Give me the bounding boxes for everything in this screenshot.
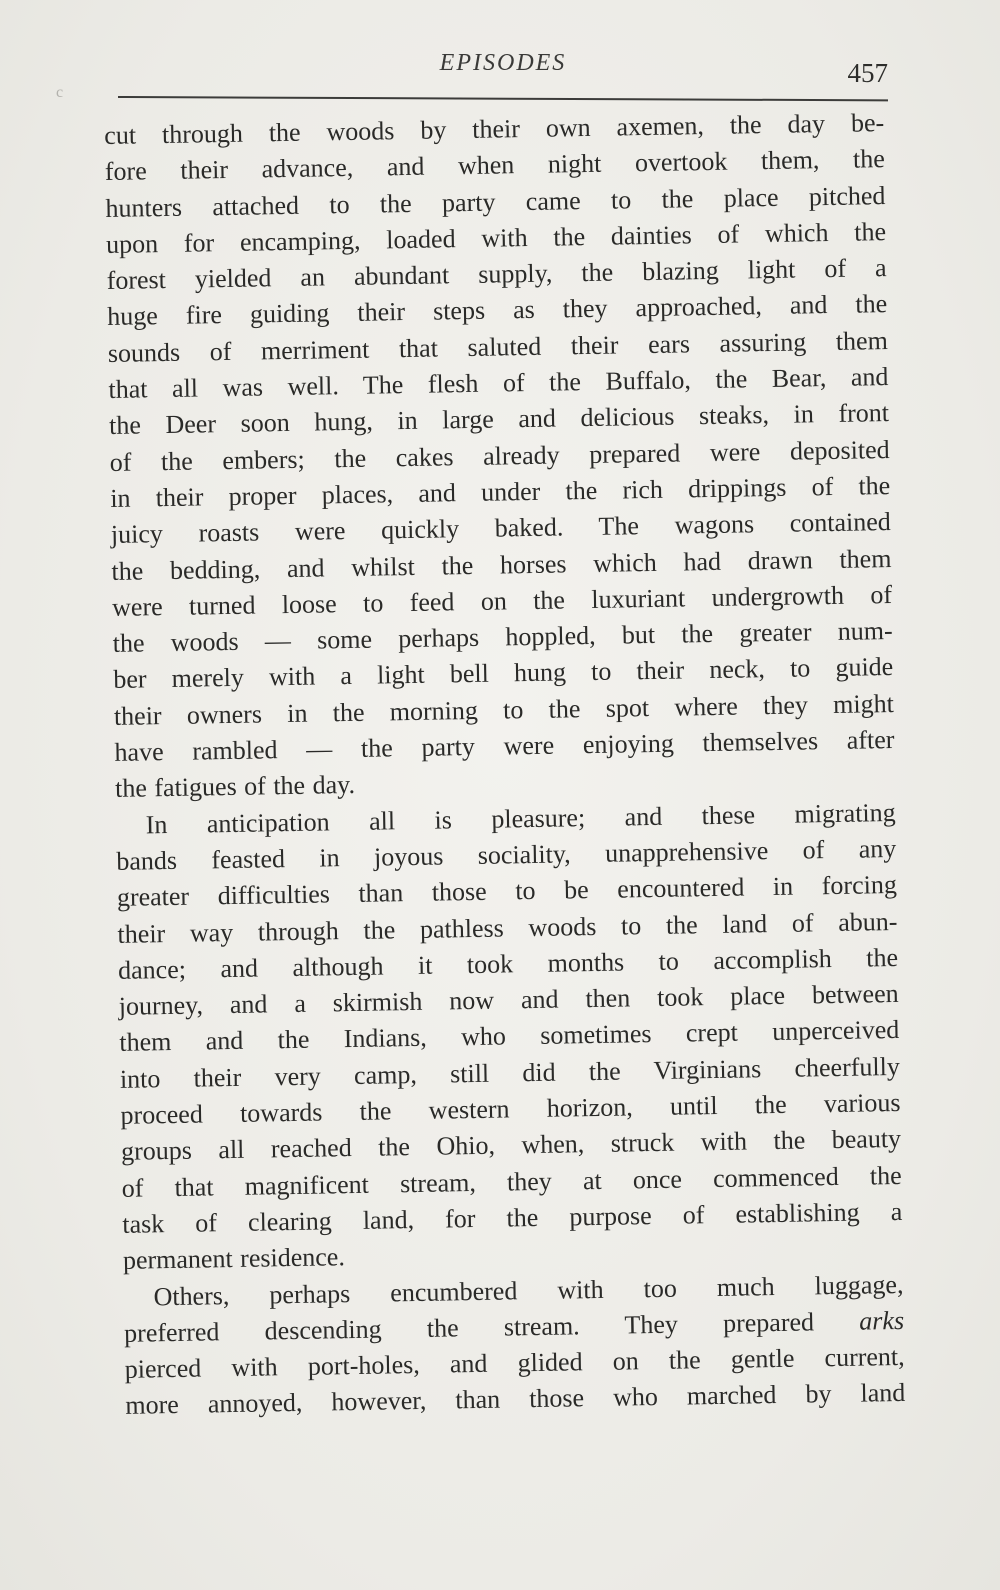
text-line: in their proper places, and under the rich drippings of the (110, 470, 891, 513)
text-line: the woods — some perhaps hoppled, but the greater num- (112, 616, 893, 659)
text-line: have rambled — the party were enjoying themselves after (114, 725, 895, 767)
page-header (118, 42, 888, 102)
text-line: hunters attached to the party came to the place pitched (105, 180, 886, 223)
header-rule (118, 96, 888, 101)
text-line: fore their advance, and when night overtook them, the (104, 144, 886, 187)
text-line: the fatigues of the day. (114, 770, 356, 804)
text-line: journey, and a skirmish now and then took place between (118, 979, 899, 1022)
text-line: groups all reached the Ohio, when, struck with the beauty (120, 1124, 902, 1167)
text-line: of that magnificent stream, they at once commenced the (121, 1160, 902, 1203)
text-line: ber merely with a light bell hung to their neck, to guide (113, 652, 894, 695)
paragraph-2 (115, 795, 903, 1280)
text-line: task of clearing land, for the purpose of establishing a (122, 1196, 903, 1239)
text-line: Others, perhaps encumbered with too much luggage, (153, 1269, 904, 1311)
text-line: their way through the pathless woods to the land of abun- (117, 906, 898, 949)
text-line: upon for encamping, loaded with the dainties of which the (105, 216, 887, 259)
paragraph-1 (104, 105, 895, 807)
running-head: EPISODES (439, 50, 567, 76)
text-line: the Deer soon hung, in large and delicious steaks, in front (108, 398, 890, 441)
text-line: were turned loose to feed on the luxuriant undergrowth of (111, 579, 893, 622)
paragraph-3 (123, 1266, 905, 1424)
margin-mark: c (56, 84, 64, 101)
text-line: more annoyed, however, than those who marched by land (125, 1378, 906, 1421)
text-line: cut through the woods by their own axemen, the day be- (104, 108, 885, 150)
text-line: greater difficulties than those to be encountered in forcing (116, 870, 898, 913)
text-line: that all was well. The flesh of the Buffalo, the Bear, and (108, 362, 889, 405)
text-line: pierced with port-holes, and glided on the gentle current, (124, 1341, 905, 1384)
text-line: forest yielded an abundant supply, the blazing light of a (106, 253, 887, 296)
text-line: juicy roasts were quickly baked. The wagons contained (110, 507, 892, 550)
text-line: sounds of merriment that saluted their ears assuring them (107, 325, 889, 368)
text-line: permanent residence. (122, 1242, 346, 1276)
text-line: them and the Indians, who sometimes crept unperceived (119, 1015, 900, 1058)
body-text (104, 105, 906, 1424)
text-line: proceed towards the western horizon, until the various (120, 1087, 901, 1130)
text-line: of the embers; the cakes already prepared were deposited (109, 434, 890, 477)
text-line: dance; and although it took months to accomplish the (117, 942, 899, 985)
page-number: 457 (847, 58, 888, 88)
text-segment: preferred descending the stream. They prepared (123, 1307, 815, 1348)
text-line: their owners in the morning to the spot where they might (113, 688, 895, 731)
italic-word: arks (859, 1305, 905, 1336)
text-line: the bedding, and whilst the horses which had drawn them (111, 543, 892, 586)
text-line: In anticipation all is pleasure; and these migrating (145, 797, 896, 840)
text-line: into their very camp, still did the Virginians cheerfully (119, 1051, 901, 1094)
text-line: huge fire guiding their steps as they approached, and the (107, 289, 888, 332)
text-line: bands feasted in joyous sociality, unapprehensive of any (116, 833, 897, 876)
